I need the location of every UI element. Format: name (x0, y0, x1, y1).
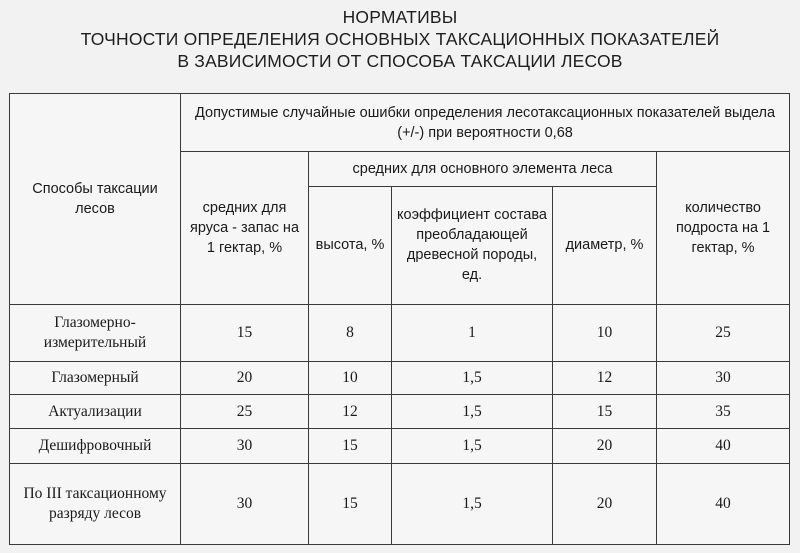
row-undergrowth: 40 (657, 464, 790, 545)
document-title (0, 6, 800, 72)
row-method: По III таксационному разряду лесов (10, 464, 181, 545)
header-diameter: диаметр, % (553, 186, 657, 305)
row-height: 15 (309, 464, 392, 545)
row-method: Глазомерный (10, 361, 181, 394)
title-line-1: НОРМАТИВЫ (342, 7, 458, 27)
header-height: высота, % (309, 186, 392, 305)
row-stock: 30 (181, 464, 309, 545)
row-height: 8 (309, 305, 392, 361)
row-diameter: 20 (553, 429, 657, 464)
title-line-3: В ЗАВИСИМОСТИ ОТ СПОСОБА ТАКСАЦИИ ЛЕСОВ (177, 51, 623, 71)
table-row (10, 361, 790, 394)
table-row (10, 394, 790, 428)
row-composition: 1,5 (392, 429, 553, 464)
row-undergrowth: 35 (657, 394, 790, 428)
header-avg-main-group: средних для основного элемента леса (309, 152, 657, 186)
row-diameter: 10 (553, 305, 657, 361)
row-undergrowth: 30 (657, 361, 790, 394)
row-composition: 1,5 (392, 361, 553, 394)
row-stock: 20 (181, 361, 309, 394)
row-height: 12 (309, 394, 392, 428)
row-composition: 1,5 (392, 394, 553, 428)
row-method: Дешифровочный (10, 429, 181, 464)
row-undergrowth: 25 (657, 305, 790, 361)
row-stock: 15 (181, 305, 309, 361)
row-diameter: 20 (553, 464, 657, 545)
table-row (10, 464, 790, 545)
row-stock: 30 (181, 429, 309, 464)
row-method: Глазомерно-измерительный (10, 305, 181, 361)
row-diameter: 12 (553, 361, 657, 394)
table-row (10, 429, 790, 464)
row-method: Актуализации (10, 394, 181, 428)
table-row (10, 305, 790, 361)
row-height: 10 (309, 361, 392, 394)
norms-table (9, 93, 790, 545)
row-diameter: 15 (553, 394, 657, 428)
title-line-2: ТОЧНОСТИ ОПРЕДЕЛЕНИЯ ОСНОВНЫХ ТАКСАЦИОННЫХ ПОКАЗАТЕЛЕЙ (80, 29, 720, 49)
row-undergrowth: 40 (657, 429, 790, 464)
row-composition: 1 (392, 305, 553, 361)
header-undergrowth: количество подроста на 1 гектар, % (657, 152, 790, 305)
row-composition: 1,5 (392, 464, 553, 545)
header-stock: средних для яруса - запас на 1 гектар, % (181, 152, 309, 305)
row-stock: 25 (181, 394, 309, 428)
row-height: 15 (309, 429, 392, 464)
header-row-1 (10, 94, 790, 152)
header-composition: коэффициент состава преобладающей древесной породы, ед. (392, 186, 553, 305)
header-methods: Способы таксации лесов (10, 94, 181, 305)
header-errors-group: Допустимые случайные ошибки определения лесотаксационных показателей выдела (+/-) при вероятности 0,68 (181, 94, 790, 152)
